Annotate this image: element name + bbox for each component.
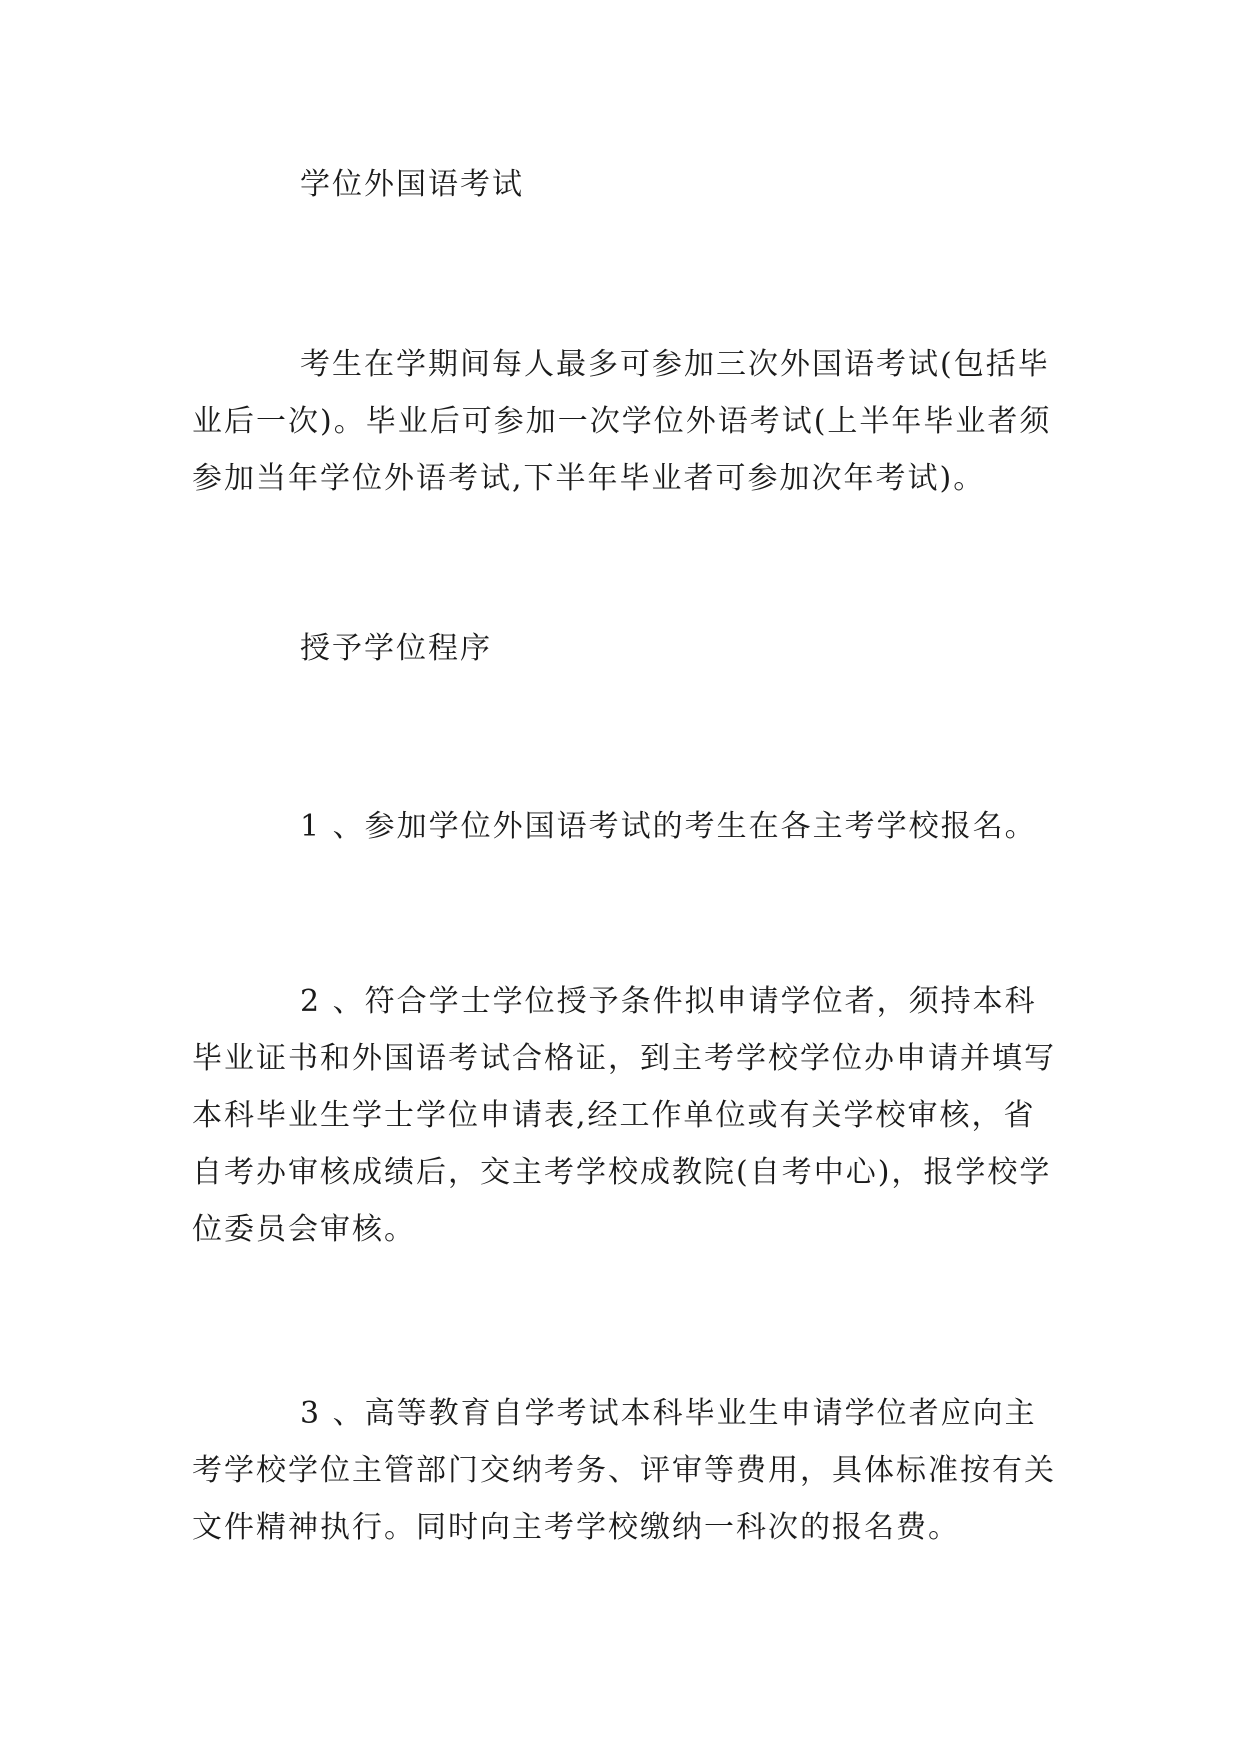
paragraph-step-2: 2 、符合学士学位授予条件拟申请学位者，须持本科毕业证书和外国语考试合格证，到主考学校学位办申请并填写本科毕业生学士学位申请表,经工作单位或有关学校审核，省自考办审核成绩后，交主考学校成教院(自考中心)，报学校学位委员会审核。 (192, 984, 1056, 1247)
paragraph-step-3: 3 、高等教育自学考试本科毕业生申请学位者应向主考学校学位主管部门交纳考务、评审等费用，具体标准按有关文件精神执行。同时向主考学校缴纳一科次的报名费。 (192, 1396, 1056, 1545)
paragraph-exam-rules: 考生在学期间每人最多可参加三次外国语考试(包括毕业后一次)。毕业后可参加一次学位外语考试(上半年毕业者须参加当年学位外语考试,下半年毕业者可参加次年考试)。 (192, 347, 1052, 496)
paragraph-step-1: 1 、参加学位外国语考试的考生在各主考学校报名。 (300, 809, 1037, 844)
heading-foreign-language-exam: 学位外国语考试 (300, 167, 524, 202)
heading-degree-procedure: 授予学位程序 (300, 631, 492, 666)
